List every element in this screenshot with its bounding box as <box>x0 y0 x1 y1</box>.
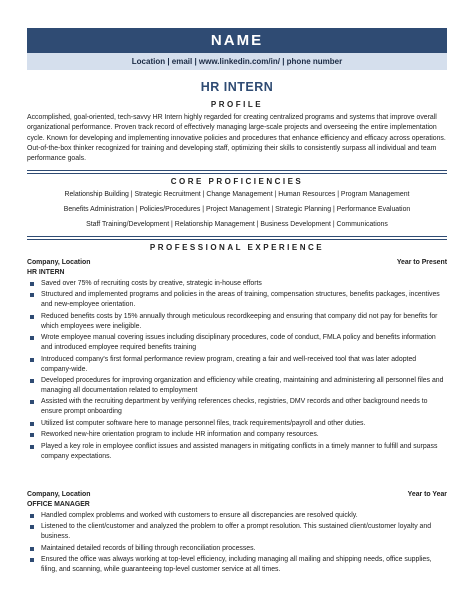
square-bullet-icon <box>30 293 34 297</box>
list-item: Assisted with the recruiting department by verifying references checks, registries, DMV records and other background needs to ensure prompt onboarding <box>27 397 447 417</box>
list-item: Played a key role in employee conflict issues and assisted managers in mitigating conflicts in a timely manner to fulfill and surpass company expectations. <box>27 442 447 462</box>
list-item: Handled complex problems and worked with customers to ensure all discrepancies are resolved quickly. <box>27 511 447 521</box>
square-bullet-icon <box>30 433 34 437</box>
proficiencies-heading: CORE PROFICIENCIES <box>170 177 304 186</box>
square-bullet-icon <box>30 379 34 383</box>
employment-dates: Year to Present <box>396 259 447 266</box>
list-item: Maintained detailed records of billing through reconciliation processes. <box>27 544 447 554</box>
list-item: Developed procedures for improving organization and efficiency while creating, maintaining and administering all personnel files and managing all documentation related to employment <box>27 376 447 396</box>
list-item: Utilized list computer software here to manage personnel files, track requirements/payroll and other duties. <box>27 419 447 429</box>
square-bullet-icon <box>30 315 34 319</box>
square-bullet-icon <box>30 422 34 426</box>
square-bullet-icon <box>30 558 34 562</box>
square-bullet-icon <box>30 282 34 286</box>
proficiency-line: Benefits Administration | Policies/Procedures | Project Management | Strategic Planning | Performance Evaluation <box>63 206 411 213</box>
experience-heading: PROFESSIONAL EXPERIENCE <box>149 243 325 252</box>
company-location: Company, Location <box>27 259 91 266</box>
profile-summary: Accomplished, goal-oriented, tech-savvy HR Intern highly regarded for creating centralized programs and systems that improve overall organizational performance. Proven track record of effectively managing large-scale projects and overseeing the entire implementation cycle. Known for developing and implementing innovative policies and procedures that enhance efficiency and efficacy across operations. Out-of-the-box thinker recognized for training and developing staff, optimizing their skills to consistently surpass all individual and team performance goals. <box>27 114 446 163</box>
proficiency-line: Staff Training/Development | Relationship Management | Business Development | Communications <box>86 221 388 228</box>
divider <box>27 170 447 171</box>
list-item: Reworked new-hire orientation program to include HR information and company resources. <box>27 430 447 440</box>
square-bullet-icon <box>30 547 34 551</box>
profile-heading: PROFILE <box>210 100 264 109</box>
square-bullet-icon <box>30 525 34 529</box>
employment-dates: Year to Year <box>407 491 447 498</box>
square-bullet-icon <box>30 336 34 340</box>
company-location: Company, Location <box>27 491 91 498</box>
list-item: Saved over 75% of recruiting costs by creative, strategic in-house efforts <box>27 279 447 289</box>
divider <box>27 239 447 240</box>
list-item: Ensured the office was always working at top-level efficiency, including managing all mailing and shipping needs, office supplies, filing, and scanning, while guaranteeing top-level customer service at all times. <box>27 555 447 575</box>
job-header <box>27 490 447 500</box>
square-bullet-icon <box>30 514 34 518</box>
job-bullets <box>27 511 447 577</box>
proficiency-line: Relationship Building | Strategic Recruitment | Change Management | Human Resources | Program Management <box>64 191 410 198</box>
list-item: Wrote employee manual covering issues including disciplinary procedures, code of conduct, FMLA policy and benefits information and introduced employee required benefits training <box>27 333 447 353</box>
square-bullet-icon <box>30 400 34 404</box>
divider <box>27 236 447 237</box>
job-role: HR INTERN <box>27 269 65 276</box>
job-role: OFFICE MANAGER <box>27 501 90 508</box>
list-item: Structured and implemented programs and policies in the areas of training, compensation structures, benefits packages, incentives and new-employee orientation. <box>27 290 447 310</box>
job-bullets <box>27 279 447 463</box>
name-banner: NAME <box>27 28 447 53</box>
square-bullet-icon <box>30 445 34 449</box>
list-item: Listened to the client/customer and analyzed the problem to offer a prompt resolution. This sustained client/customer loyalty and business. <box>27 522 447 542</box>
list-item: Reduced benefits costs by 15% annually through meticulous recordkeeping and ensuring that company did not pay for benefits for which employees were ineligible. <box>27 312 447 332</box>
job-header <box>27 258 447 268</box>
divider <box>27 173 447 174</box>
square-bullet-icon <box>30 358 34 362</box>
list-item: Introduced company's first formal performance review program, creating a fair and well-received tool that was later adopted company-wide. <box>27 355 447 375</box>
job-title: HR INTERN <box>200 80 274 94</box>
contact-line: Location | email | www.linkedin.com/in/ | phone number <box>27 53 447 70</box>
